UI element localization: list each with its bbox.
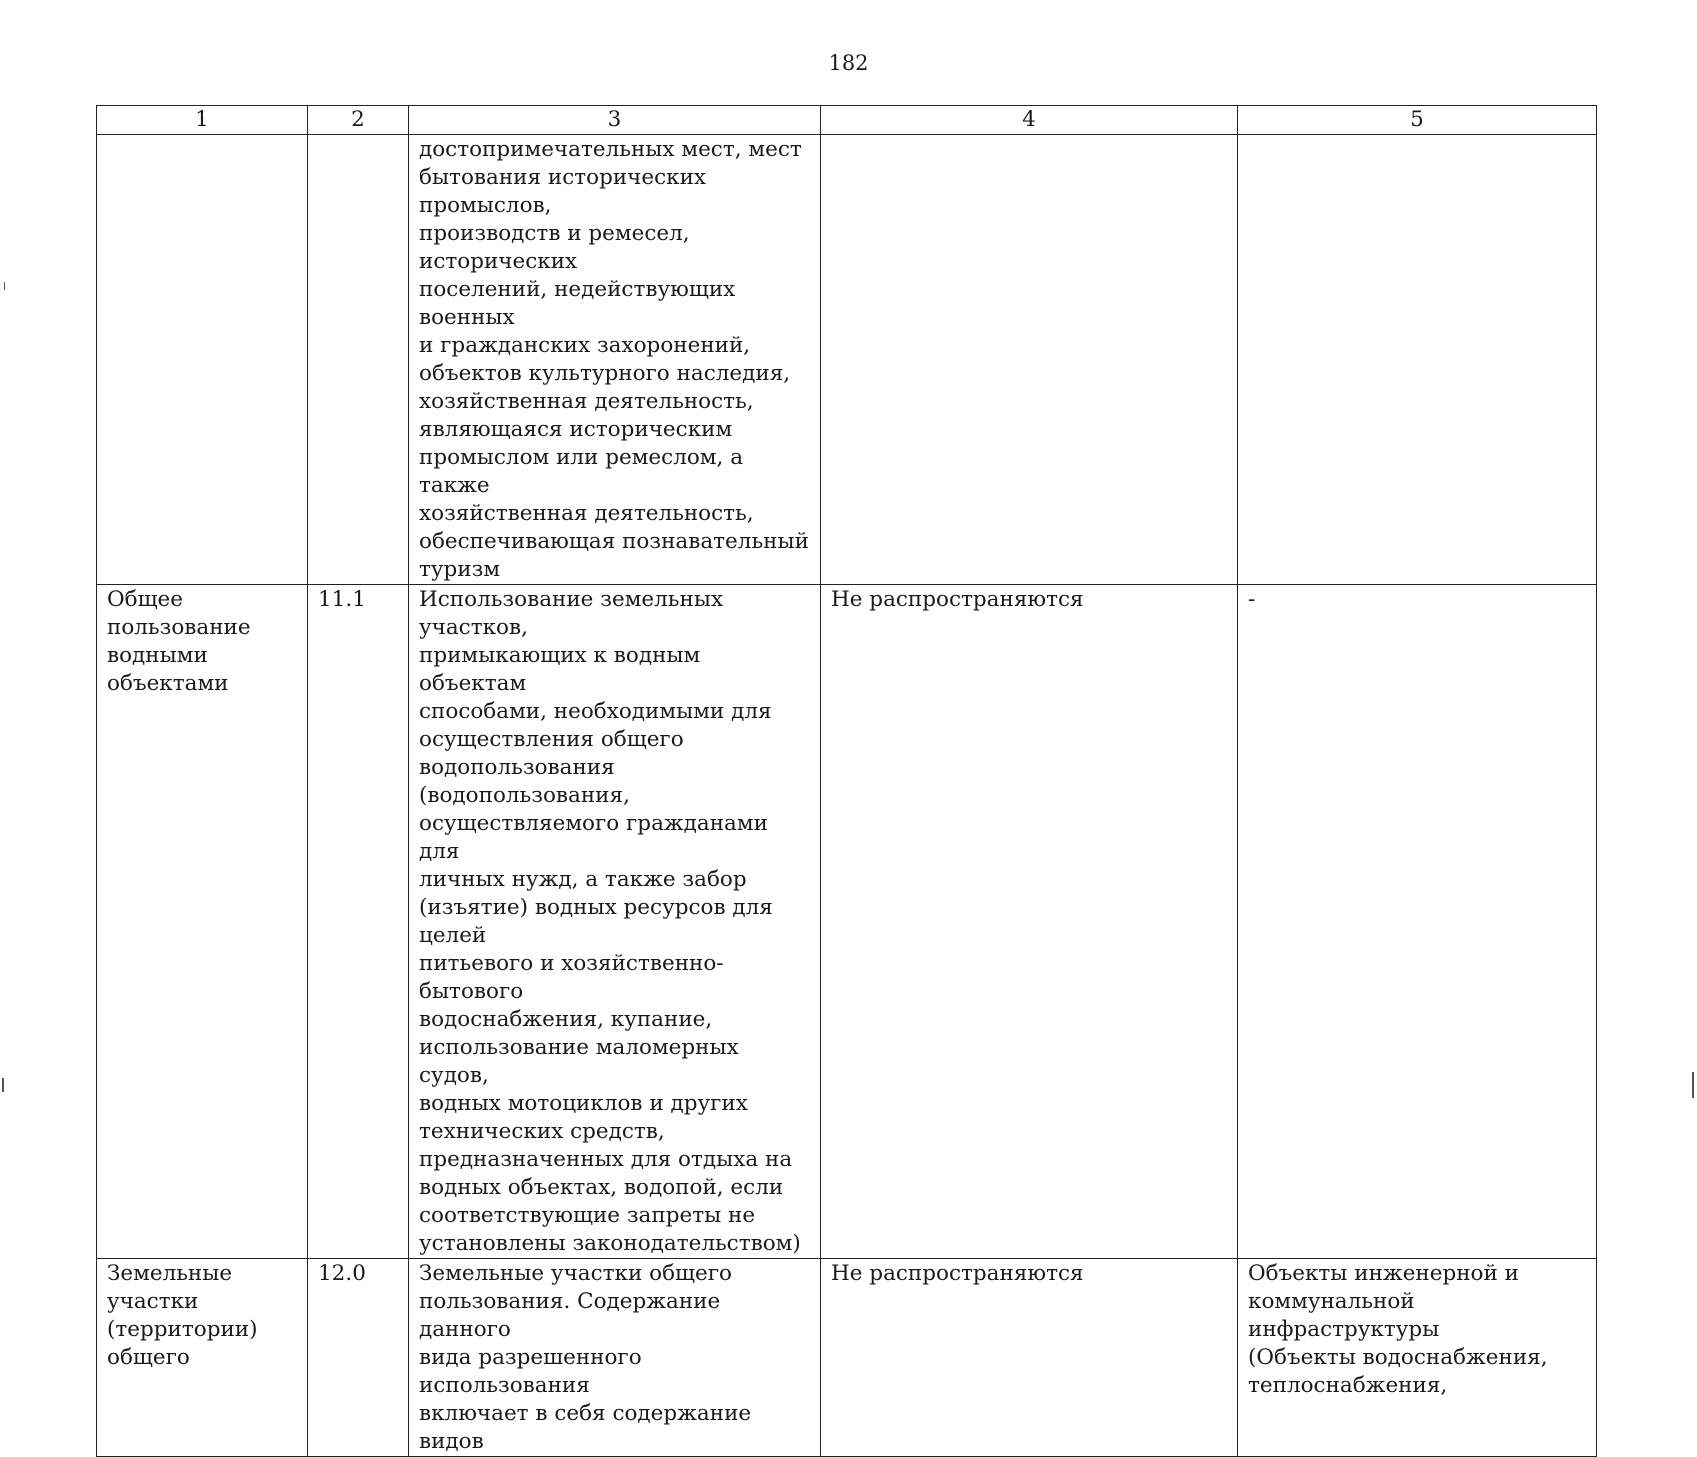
row-code-cell: 12.0	[308, 1259, 409, 1457]
row-col4-cell: Не распространяются	[821, 1259, 1238, 1457]
row-code-cell: 11.1	[308, 585, 409, 1259]
left-margin-mark	[4, 282, 5, 290]
right-margin-mark	[1692, 1072, 1694, 1098]
row-name-cell: Общее пользование водными объектами	[97, 585, 308, 1259]
table-row	[97, 1259, 1597, 1457]
column-header-1: 1	[97, 106, 308, 135]
row-description-cell: достопримечательных мест, мест бытования исторических промыслов, производств и ремесел, исторических поселений, недействующих военных и гражданских захоронений, объектов культурного наследия, хозяйственная деятельность, являющаяся историческим промыслом или ремеслом, а также хозяйственная деятельность, обеспечивающая познавательный туризм	[409, 135, 821, 585]
row-col4-cell: Не распространяются	[821, 585, 1238, 1259]
column-header-3: 3	[409, 106, 821, 135]
row-description-cell: Земельные участки общего пользования. Содержание данного вида разрешенного использования включает в себя содержание видов	[409, 1259, 821, 1457]
row-description-cell: Использование земельных участков, примыкающих к водным объектам способами, необходимыми для осуществления общего водопользования (водопользования, осуществляемого гражданами для личных нужд, а также забор (изъятие) водных ресурсов для целей питьевого и хозяйственно-бытового водоснабжения, купание, использование маломерных судов, водных мотоциклов и других технических средств, предназначенных для отдыха на водных объектах, водопой, если соответствующие запреты не установлены законодательством)	[409, 585, 821, 1259]
column-header-4: 4	[821, 106, 1238, 135]
row-col5-cell: -	[1238, 585, 1597, 1259]
row-name-cell: Земельные участки (территории) общего	[97, 1259, 308, 1457]
row-col5-cell	[1238, 135, 1597, 585]
page-number: 182	[828, 51, 869, 75]
column-header-2: 2	[308, 106, 409, 135]
land-use-table	[96, 105, 1597, 1457]
column-header-5: 5	[1238, 106, 1597, 135]
left-margin-mark	[2, 1078, 4, 1092]
row-code-cell	[308, 135, 409, 585]
table-row	[97, 585, 1597, 1259]
row-name-cell	[97, 135, 308, 585]
row-col4-cell	[821, 135, 1238, 585]
table-header-row	[97, 106, 1597, 135]
table-row	[97, 135, 1597, 585]
row-col5-cell: Объекты инженерной и коммунальной инфраструктуры (Объекты водоснабжения, теплоснабжения,	[1238, 1259, 1597, 1457]
